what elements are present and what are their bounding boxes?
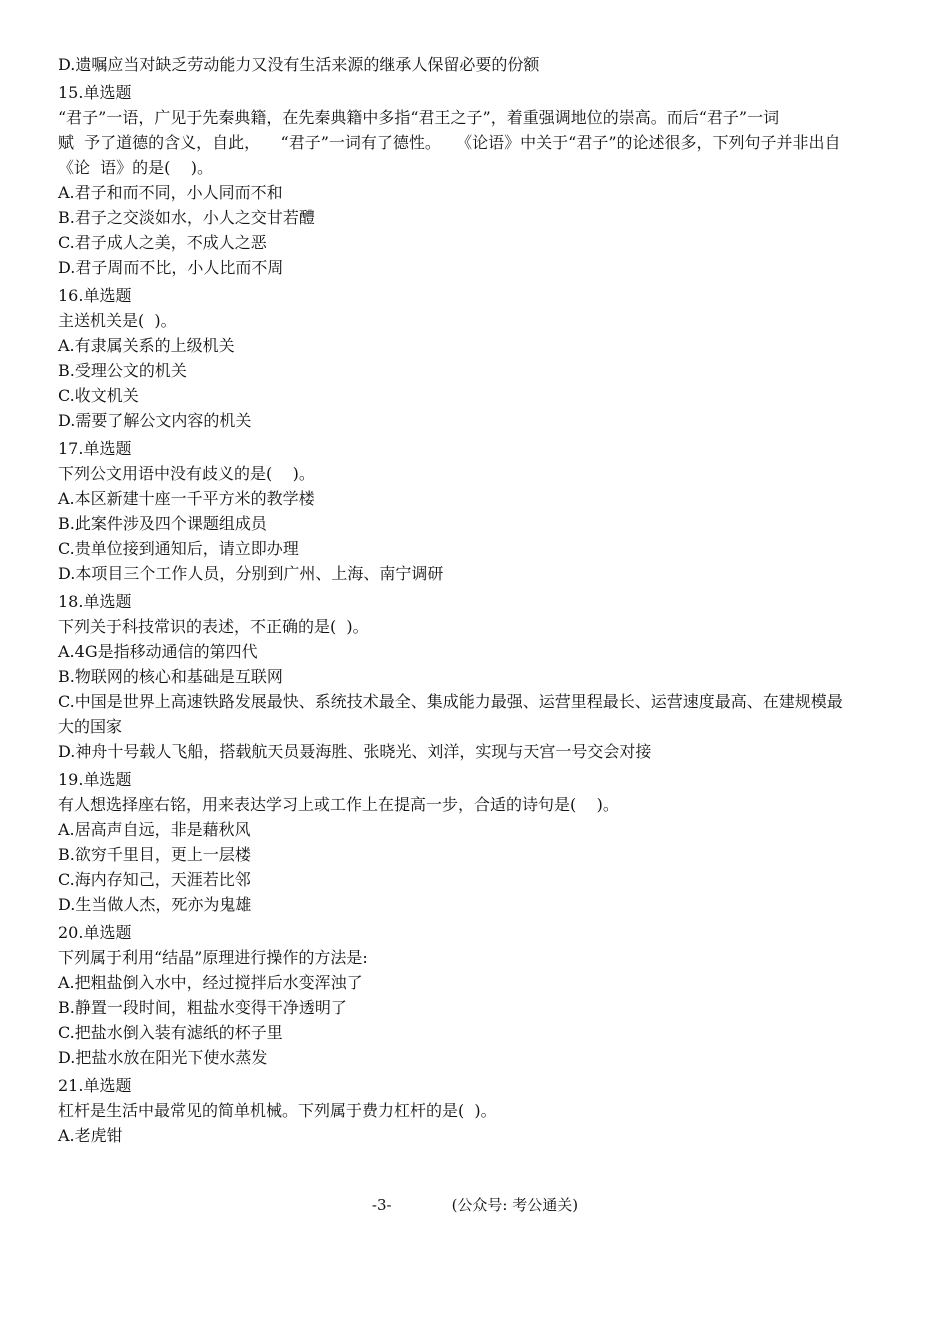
document-page [58,52,888,1148]
option-b: B.此案件涉及四个课题组成员 [58,514,267,533]
question-header: 19.单选题 [58,770,132,789]
option-a: A.4G是指移动通信的第四代 [58,642,258,661]
question-stem-line: “君子”一语，广见于先秦典籍，在先秦典籍中多指“君王之子”，着重强调地位的崇高。而后“君子”一词 [58,108,780,127]
option-a: A.君子和而不同，小人同而不和 [58,183,283,202]
page-footer [0,1194,950,1215]
option-d: D.需要了解公文内容的机关 [58,411,252,430]
option-b: B.静置一段时间，粗盐水变得干净透明了 [58,998,347,1017]
question-stem-line: 有人想选择座右铭，用来表达学习上或工作上在提高一步，合适的诗句是( )。 [58,795,619,814]
question-16 [58,283,888,433]
question-header: 15.单选题 [58,83,132,102]
question-header: 21.单选题 [58,1076,132,1095]
option-d: D.把盐水放在阳光下使水蒸发 [58,1048,268,1067]
question-header: 16.单选题 [58,286,132,305]
question-header: 18.单选题 [58,592,132,611]
question-stem-line: 赋 予了道德的含义，自此， “君子”一词有了德性。 《论语》中关于“君子”的论述很多，下列句子并非出自 [58,133,841,152]
option-b: B.欲穷千里目，更上一层楼 [58,845,251,864]
option-c: C.把盐水倒入装有滤纸的杯子里 [58,1023,283,1042]
option-d: D.本项目三个工作人员，分别到广州、上海、南宁调研 [58,564,444,583]
option-a: A.把粗盐倒入水中，经过搅拌后水变浑浊了 [58,973,363,992]
option-a: A.居高声自远，非是藉秋风 [58,820,251,839]
question-18 [58,589,888,764]
question-stem-line: 主送机关是( )。 [58,311,177,330]
option-c: C.中国是世界上高速铁路发展最快、系统技术最全、集成能力最强、运营里程最长、运营速度最高、在建规模最 大的国家 [58,692,843,736]
option-d: D.生当做人杰，死亦为鬼雄 [58,895,252,914]
question-stem-line: 下列公文用语中没有歧义的是( )。 [58,464,315,483]
option-b: B.受理公文的机关 [58,361,187,380]
question-stem-line: 下列关于科技常识的表述，不正确的是( )。 [58,617,369,636]
question-19 [58,767,888,917]
option-d: D.君子周而不比，小人比而不周 [58,258,284,277]
option-b: B.君子之交淡如水，小人之交甘若醴 [58,208,315,227]
page-number: -3- [371,1196,392,1214]
option-c: C.海内存知己，天涯若比邻 [58,870,251,889]
question-header: 17.单选题 [58,439,132,458]
question-header: 20.单选题 [58,923,132,942]
question-20 [58,920,888,1070]
option-a: A.老虎钳 [58,1126,123,1145]
question-stem-line: 下列属于利用“结晶”原理进行操作的方法是: [58,948,368,967]
option-d: D.神舟十号载人飞船，搭载航天员聂海胜、张晓光、刘洋，实现与天宫一号交会对接 [58,742,652,761]
option-b: B.物联网的核心和基础是互联网 [58,667,283,686]
prev-question-option-d: D.遗嘱应当对缺乏劳动能力又没有生活来源的继承人保留必要的份额 [58,55,540,74]
option-a: A.本区新建十座一千平方米的教学楼 [58,489,315,508]
question-stem-line: 《论 语》的是( )。 [58,158,214,177]
footer-note: (公众号: 考公通关) [451,1196,579,1214]
option-a: A.有隶属关系的上级机关 [58,336,235,355]
option-c: C.贵单位接到通知后，请立即办理 [58,539,299,558]
question-15 [58,80,888,280]
question-21 [58,1073,888,1148]
option-c: C.收文机关 [58,386,139,405]
question-17 [58,436,888,586]
question-stem-line: 杠杆是生活中最常见的简单机械。下列属于费力杠杆的是( )。 [58,1101,497,1120]
option-c: C.君子成人之美，不成人之恶 [58,233,267,252]
